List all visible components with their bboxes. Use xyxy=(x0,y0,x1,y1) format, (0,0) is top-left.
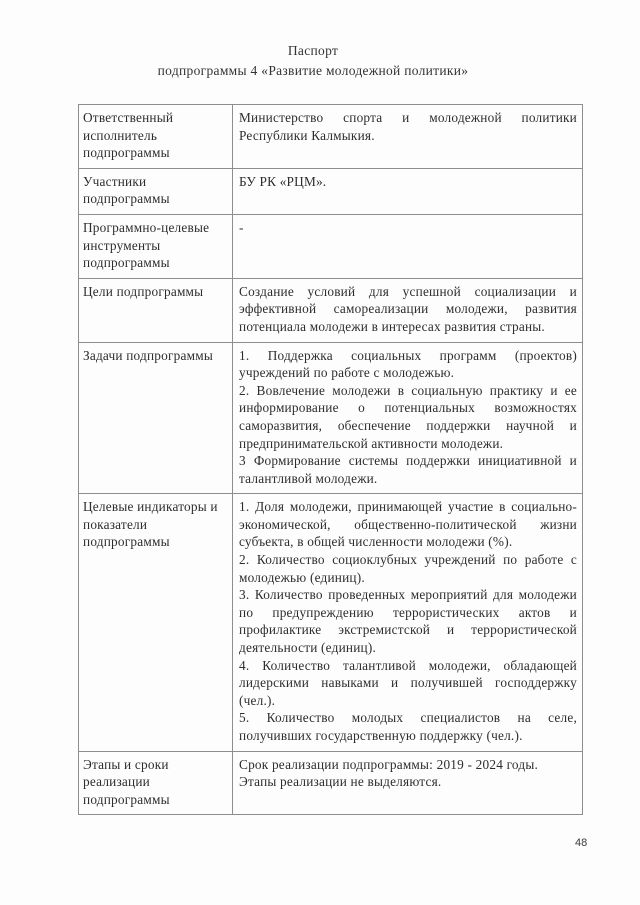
content-paragraph: 2. Вовлечение молодежи в социальную практику и ее информирование о потенциальных возможностях саморазвития, обеспечение поддержки научной и предпринимательской активности молодежи. xyxy=(239,382,577,451)
table-row xyxy=(79,279,582,343)
row-content-cell xyxy=(233,752,582,815)
row-label-cell: Этапы и сроки реализации подпрограммы xyxy=(79,752,233,815)
content-paragraph: 1. Поддержка социальных программ (проектов) учреждений по работе с молодежью. xyxy=(239,347,577,381)
table-row xyxy=(79,215,582,279)
row-label-cell: Программно-целевые инструменты подпрограммы xyxy=(79,215,233,278)
content-paragraph: Этапы реализации не выделяются. xyxy=(239,774,442,790)
content-paragraph: БУ РК «РЦМ». xyxy=(239,173,327,189)
table-row xyxy=(79,343,582,495)
row-content-cell xyxy=(233,105,582,168)
content-paragraph: Срок реализации подпрограммы: 2019 - 2024 годы. xyxy=(239,756,539,772)
content-paragraph: 3. Количество проведенных мероприятий для молодежи по предупреждению террористических актов и профилактике экстремистской и террористической деятельности (единиц). xyxy=(239,587,577,656)
document-title xyxy=(0,41,626,81)
row-content-cell xyxy=(233,343,582,494)
content-paragraph: 3 Формирование системы поддержки инициативной и талантливой молодежи. xyxy=(239,453,577,486)
row-label-cell: Цели подпрограммы xyxy=(79,279,233,342)
row-content-cell xyxy=(233,279,582,342)
row-content-cell xyxy=(233,215,582,278)
row-content-cell xyxy=(233,494,582,750)
content-paragraph: 1. Доля молодежи, принимающей участие в социально-экономической, общественно-политической жизни субъекта, в общей численности молодежи (%). xyxy=(239,499,577,550)
row-label-cell: Участники подпрограммы xyxy=(79,169,233,214)
passport-table xyxy=(78,104,583,815)
table-row xyxy=(79,105,582,169)
content-paragraph: 5. Количество молодых специалистов на селе, получивших государственную поддержку (чел.). xyxy=(239,710,577,743)
row-label-cell: Целевые индикаторы и показатели подпрограммы xyxy=(79,494,233,750)
table-row xyxy=(79,494,582,751)
table-row xyxy=(79,752,582,815)
content-paragraph: Министерство спорта и молодежной политики Республики Калмыкия. xyxy=(239,110,577,143)
row-label-cell: Задачи подпрограммы xyxy=(79,343,233,494)
page-number: 48 xyxy=(575,837,588,849)
table-row xyxy=(79,169,582,215)
content-paragraph: 2. Количество социоклубных учреждений по работе с молодежью (единиц). xyxy=(239,552,577,585)
content-paragraph: - xyxy=(239,219,244,235)
row-label-cell: Ответственный исполнитель подпрограммы xyxy=(79,105,233,168)
document-title-line2: подпрограммы 4 «Развитие молодежной политики» xyxy=(157,63,469,78)
content-paragraph: 4. Количество талантливой молодежи, обладающей лидерскими навыками и получившей господдержку (чел.). xyxy=(239,657,577,708)
content-paragraph: Создание условий для успешной социализации и эффективной самореализации молодежи, развития потенциала молодежи в интересах развития страны. xyxy=(239,283,577,334)
row-content-cell xyxy=(233,169,582,214)
document-title-line1: Паспорт xyxy=(287,43,339,58)
